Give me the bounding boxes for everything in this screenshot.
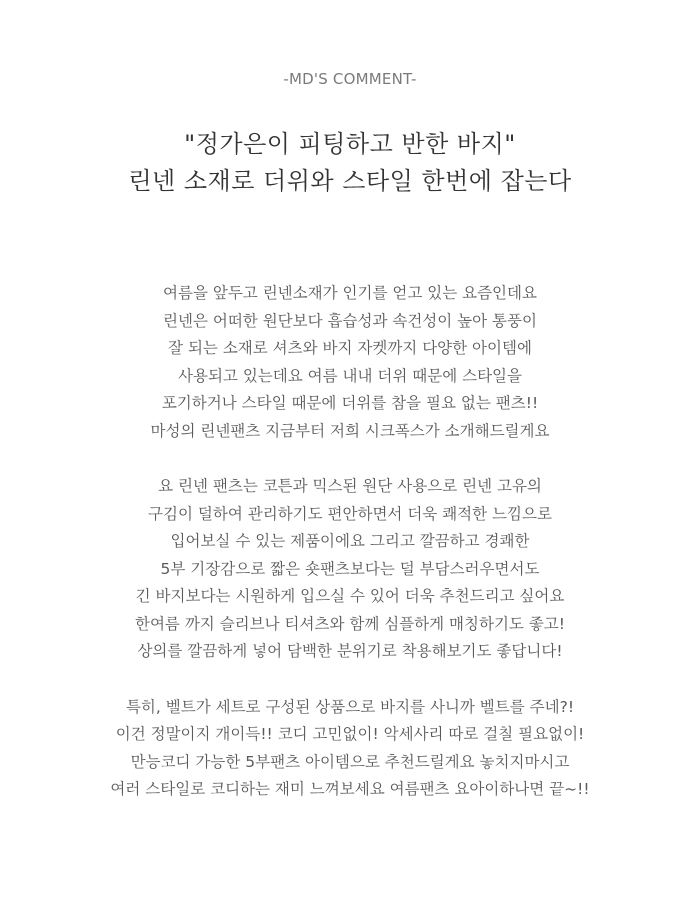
- text-line: 한여름 까지 슬리브나 티셔츠와 함께 심플하게 매칭하기도 좋고!: [134, 614, 565, 633]
- text-line: 잘 되는 소재로 셔츠와 바지 자켓까지 다양한 아이템에: [168, 339, 532, 357]
- text-line: 요 린넨 팬츠는 코튼과 믹스된 원단 사용으로 린넨 고유의: [158, 477, 542, 495]
- text-line: 입어보실 수 있는 제품이에요 그리고 깔끔하고 경쾌한: [170, 532, 530, 550]
- text-line: 마성의 린넨팬츠 지금부터 저희 시크폭스가 소개해드릴게요: [150, 421, 550, 440]
- headline-line: 린넨 소재로 더위와 스타일 한번에 잡는다: [128, 167, 572, 195]
- text-line: 구김이 덜하여 관리하기도 편안하면서 더욱 쾌적한 느낌으로: [148, 504, 552, 523]
- text-line: 만능코디 가능한 5부팬츠 아이템으로 추천드릴게요 놓치지마시고: [130, 752, 570, 771]
- text-line: 긴 바지보다는 시원하게 입으실 수 있어 더욱 추천드리고 싶어요: [135, 587, 565, 605]
- headline-line: "정가은이 피팅하고 반한 바지": [184, 130, 516, 158]
- text-line: 이건 정말이지 개이득!! 코디 고민없이! 악세사리 따로 걸칠 필요없이!: [115, 725, 585, 743]
- paragraph-features: [0, 473, 700, 666]
- paragraph-intro: [0, 280, 700, 445]
- text-line: 특히, 벨트가 세트로 구성된 상품으로 바지를 사니까 벨트를 주네?!: [125, 697, 575, 716]
- section-label: -MD'S COMMENT-: [283, 70, 417, 88]
- text-line: 여러 스타일로 코디하는 재미 느껴보세요 여름팬츠 요아이하나면 끝~!!: [110, 780, 590, 798]
- description-body: [0, 280, 700, 832]
- text-line: 린넨은 어떠한 원단보다 흡습성과 속건성이 높아 통풍이: [163, 311, 537, 330]
- text-line: 상의를 깔끔하게 넣어 담백한 분위기로 착용해보기도 좋답니다!: [137, 642, 563, 660]
- text-line: 사용되고 있는데요 여름 내내 더위 때문에 스타일을: [178, 366, 522, 385]
- headline: [0, 126, 700, 200]
- paragraph-belt: [0, 694, 700, 804]
- text-line: 포기하거나 스타일 때문에 더위를 참을 필요 없는 팬츠!!: [161, 394, 539, 412]
- text-line: 여름을 앞두고 린넨소재가 인기를 얻고 있는 요즘인데요: [163, 284, 537, 302]
- text-line: 5부 기장감으로 짧은 숏팬츠보다는 덜 부담스러우면서도: [160, 559, 540, 578]
